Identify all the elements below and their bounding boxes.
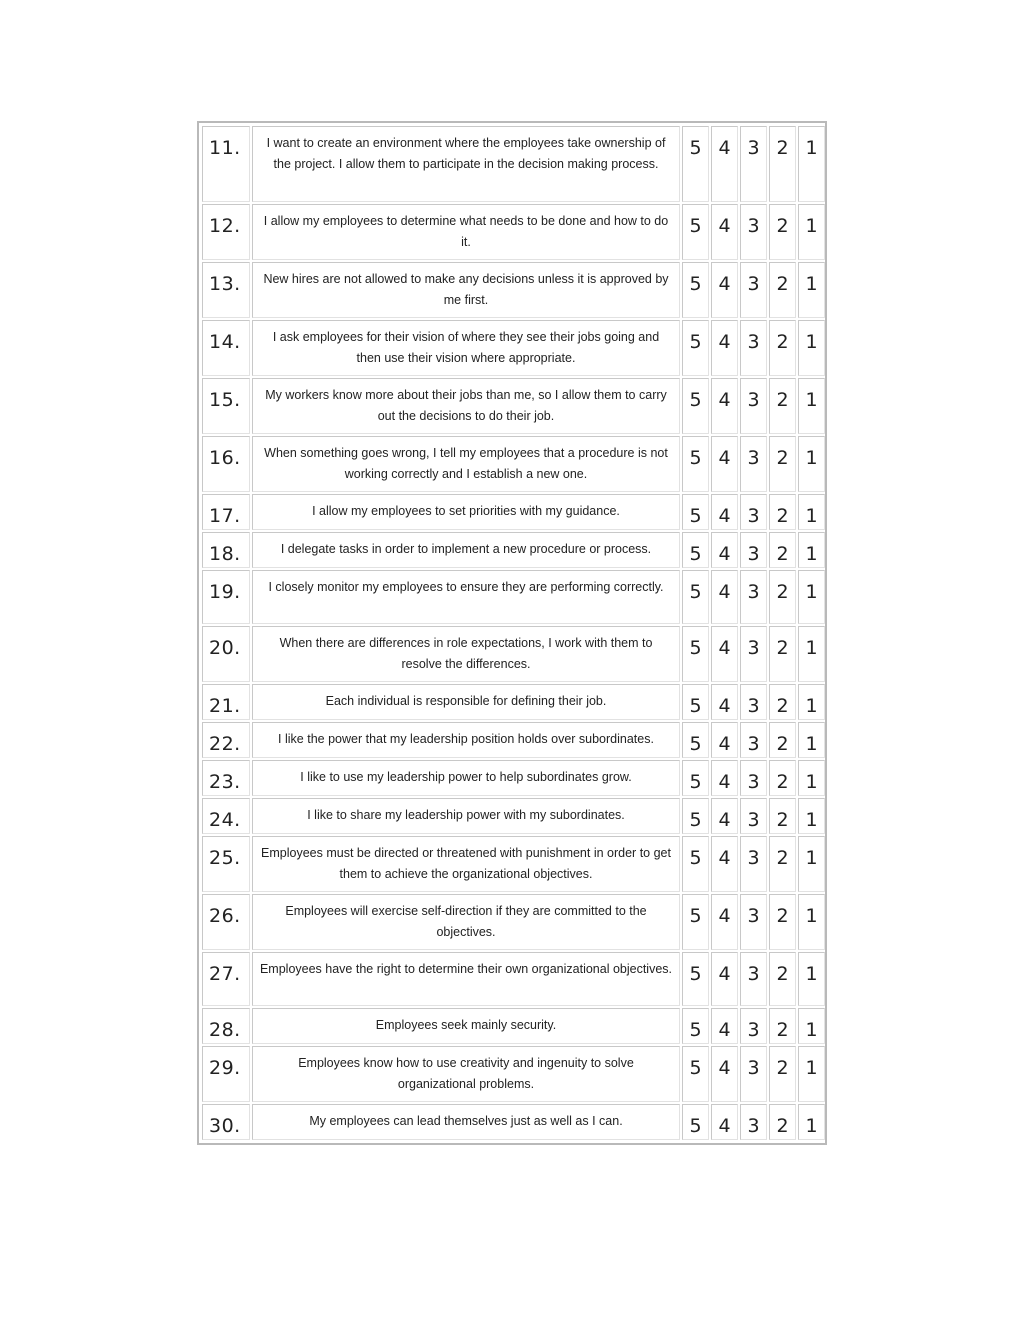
score-option-3[interactable]: 3 — [740, 570, 767, 624]
question-statement: I allow my employees to determine what needs to be done and how to do it. — [252, 204, 680, 260]
question-row — [202, 494, 825, 530]
question-number: 20. — [202, 626, 250, 682]
score-option-3[interactable]: 3 — [740, 320, 767, 376]
score-option-2[interactable]: 2 — [769, 684, 796, 720]
score-option-2[interactable]: 2 — [769, 570, 796, 624]
score-option-5[interactable]: 5 — [682, 1104, 709, 1140]
question-statement: When there are differences in role expectations, I work with them to resolve the differences. — [252, 626, 680, 682]
score-option-3[interactable]: 3 — [740, 1046, 767, 1102]
question-row — [202, 532, 825, 568]
question-statement: Each individual is responsible for defining their job. — [252, 684, 680, 720]
question-number: 17. — [202, 494, 250, 530]
score-option-1[interactable]: 1 — [798, 262, 825, 318]
question-number: 18. — [202, 532, 250, 568]
question-row — [202, 436, 825, 492]
score-option-2[interactable]: 2 — [769, 952, 796, 1006]
question-number: 30. — [202, 1104, 250, 1140]
question-row — [202, 722, 825, 758]
score-option-3[interactable]: 3 — [740, 1104, 767, 1140]
score-option-1[interactable]: 1 — [798, 204, 825, 260]
question-row — [202, 1008, 825, 1044]
question-row — [202, 952, 825, 1006]
score-option-3[interactable]: 3 — [740, 952, 767, 1006]
question-number: 16. — [202, 436, 250, 492]
score-option-4[interactable]: 4 — [711, 722, 738, 758]
score-option-4[interactable]: 4 — [711, 262, 738, 318]
score-option-1[interactable]: 1 — [798, 570, 825, 624]
score-option-4[interactable]: 4 — [711, 952, 738, 1006]
score-option-5[interactable]: 5 — [682, 798, 709, 834]
score-option-2[interactable]: 2 — [769, 378, 796, 434]
question-row — [202, 798, 825, 834]
question-row — [202, 378, 825, 434]
score-option-4[interactable]: 4 — [711, 1046, 738, 1102]
question-number: 25. — [202, 836, 250, 892]
score-option-5[interactable]: 5 — [682, 722, 709, 758]
score-option-4[interactable]: 4 — [711, 1104, 738, 1140]
question-row — [202, 684, 825, 720]
score-option-5[interactable]: 5 — [682, 684, 709, 720]
score-option-1[interactable]: 1 — [798, 1046, 825, 1102]
score-option-3[interactable]: 3 — [740, 684, 767, 720]
question-row — [202, 1104, 825, 1140]
score-option-5[interactable]: 5 — [682, 494, 709, 530]
score-option-4[interactable]: 4 — [711, 570, 738, 624]
score-option-2[interactable]: 2 — [769, 262, 796, 318]
score-option-1[interactable]: 1 — [798, 436, 825, 492]
question-number: 11. — [202, 126, 250, 202]
score-option-1[interactable]: 1 — [798, 894, 825, 950]
score-option-1[interactable]: 1 — [798, 836, 825, 892]
score-option-5[interactable]: 5 — [682, 952, 709, 1006]
question-statement: Employees must be directed or threatened with punishment in order to get them to achieve the organizational objectives. — [252, 836, 680, 892]
question-row — [202, 204, 825, 260]
question-statement: I closely monitor my employees to ensure they are performing correctly. — [252, 570, 680, 624]
score-option-1[interactable]: 1 — [798, 494, 825, 530]
question-number: 12. — [202, 204, 250, 260]
score-option-3[interactable]: 3 — [740, 126, 767, 202]
question-row — [202, 626, 825, 682]
score-option-5[interactable]: 5 — [682, 126, 709, 202]
score-option-4[interactable]: 4 — [711, 684, 738, 720]
question-statement: New hires are not allowed to make any decisions unless it is approved by me first. — [252, 262, 680, 318]
score-option-1[interactable]: 1 — [798, 722, 825, 758]
score-option-3[interactable]: 3 — [740, 836, 767, 892]
score-option-5[interactable]: 5 — [682, 760, 709, 796]
score-option-2[interactable]: 2 — [769, 626, 796, 682]
question-number: 28. — [202, 1008, 250, 1044]
question-number: 15. — [202, 378, 250, 434]
score-option-4[interactable]: 4 — [711, 126, 738, 202]
question-statement: I ask employees for their vision of where they see their jobs going and then use their vision where appropriate. — [252, 320, 680, 376]
score-option-1[interactable]: 1 — [798, 760, 825, 796]
question-statement: Employees know how to use creativity and ingenuity to solve organizational problems. — [252, 1046, 680, 1102]
score-option-2[interactable]: 2 — [769, 126, 796, 202]
score-option-1[interactable]: 1 — [798, 798, 825, 834]
score-option-4[interactable]: 4 — [711, 532, 738, 568]
score-option-3[interactable]: 3 — [740, 532, 767, 568]
question-statement: Employees will exercise self-direction if they are committed to the objectives. — [252, 894, 680, 950]
score-option-1[interactable]: 1 — [798, 532, 825, 568]
score-option-4[interactable]: 4 — [711, 836, 738, 892]
question-number: 24. — [202, 798, 250, 834]
question-statement: I want to create an environment where the employees take ownership of the project. I allow them to participate in the decision making process. — [252, 126, 680, 202]
question-number: 27. — [202, 952, 250, 1006]
question-statement: I like to use my leadership power to help subordinates grow. — [252, 760, 680, 796]
score-option-5[interactable]: 5 — [682, 204, 709, 260]
score-option-5[interactable]: 5 — [682, 532, 709, 568]
score-option-2[interactable]: 2 — [769, 836, 796, 892]
score-option-5[interactable]: 5 — [682, 1008, 709, 1044]
question-number: 21. — [202, 684, 250, 720]
score-option-3[interactable]: 3 — [740, 760, 767, 796]
score-option-3[interactable]: 3 — [740, 1008, 767, 1044]
question-statement: I like the power that my leadership position holds over subordinates. — [252, 722, 680, 758]
score-option-2[interactable]: 2 — [769, 204, 796, 260]
score-option-3[interactable]: 3 — [740, 436, 767, 492]
score-option-2[interactable]: 2 — [769, 1104, 796, 1140]
question-row — [202, 760, 825, 796]
score-option-4[interactable]: 4 — [711, 626, 738, 682]
score-option-4[interactable]: 4 — [711, 436, 738, 492]
score-option-1[interactable]: 1 — [798, 378, 825, 434]
score-option-2[interactable]: 2 — [769, 760, 796, 796]
question-number: 29. — [202, 1046, 250, 1102]
score-option-1[interactable]: 1 — [798, 952, 825, 1006]
score-option-5[interactable]: 5 — [682, 320, 709, 376]
score-option-1[interactable]: 1 — [798, 126, 825, 202]
score-option-4[interactable]: 4 — [711, 798, 738, 834]
score-option-2[interactable]: 2 — [769, 894, 796, 950]
score-option-2[interactable]: 2 — [769, 798, 796, 834]
question-row — [202, 126, 825, 202]
score-option-5[interactable]: 5 — [682, 570, 709, 624]
question-number: 26. — [202, 894, 250, 950]
score-option-3[interactable]: 3 — [740, 798, 767, 834]
score-option-5[interactable]: 5 — [682, 894, 709, 950]
score-option-5[interactable]: 5 — [682, 836, 709, 892]
score-option-2[interactable]: 2 — [769, 436, 796, 492]
score-option-3[interactable]: 3 — [740, 378, 767, 434]
question-row — [202, 1046, 825, 1102]
score-option-4[interactable]: 4 — [711, 760, 738, 796]
score-option-1[interactable]: 1 — [798, 1008, 825, 1044]
question-statement: My workers know more about their jobs than me, so I allow them to carry out the decisions to do their job. — [252, 378, 680, 434]
question-row — [202, 894, 825, 950]
question-statement: I like to share my leadership power with my subordinates. — [252, 798, 680, 834]
score-option-2[interactable]: 2 — [769, 532, 796, 568]
score-option-3[interactable]: 3 — [740, 722, 767, 758]
score-option-1[interactable]: 1 — [798, 1104, 825, 1140]
score-option-1[interactable]: 1 — [798, 320, 825, 376]
score-option-4[interactable]: 4 — [711, 494, 738, 530]
score-option-5[interactable]: 5 — [682, 436, 709, 492]
question-statement: Employees seek mainly security. — [252, 1008, 680, 1044]
question-statement: Employees have the right to determine their own organizational objectives. — [252, 952, 680, 1006]
question-number: 14. — [202, 320, 250, 376]
score-option-5[interactable]: 5 — [682, 378, 709, 434]
score-option-1[interactable]: 1 — [798, 684, 825, 720]
question-statement: I allow my employees to set priorities with my guidance. — [252, 494, 680, 530]
question-number: 23. — [202, 760, 250, 796]
question-statement: I delegate tasks in order to implement a new procedure or process. — [252, 532, 680, 568]
question-row — [202, 320, 825, 376]
score-option-5[interactable]: 5 — [682, 626, 709, 682]
questionnaire-table — [197, 121, 827, 1145]
question-number: 22. — [202, 722, 250, 758]
score-option-3[interactable]: 3 — [740, 626, 767, 682]
score-option-4[interactable]: 4 — [711, 204, 738, 260]
score-option-3[interactable]: 3 — [740, 204, 767, 260]
score-option-4[interactable]: 4 — [711, 320, 738, 376]
score-option-2[interactable]: 2 — [769, 320, 796, 376]
score-option-5[interactable]: 5 — [682, 262, 709, 318]
question-statement: My employees can lead themselves just as well as I can. — [252, 1104, 680, 1140]
score-option-2[interactable]: 2 — [769, 494, 796, 530]
question-row — [202, 262, 825, 318]
score-option-4[interactable]: 4 — [711, 894, 738, 950]
score-option-4[interactable]: 4 — [711, 378, 738, 434]
score-option-2[interactable]: 2 — [769, 1046, 796, 1102]
score-option-5[interactable]: 5 — [682, 1046, 709, 1102]
score-option-4[interactable]: 4 — [711, 1008, 738, 1044]
score-option-2[interactable]: 2 — [769, 1008, 796, 1044]
score-option-3[interactable]: 3 — [740, 494, 767, 530]
question-row — [202, 836, 825, 892]
score-option-1[interactable]: 1 — [798, 626, 825, 682]
question-row — [202, 570, 825, 624]
question-number: 13. — [202, 262, 250, 318]
question-statement: When something goes wrong, I tell my employees that a procedure is not working correctly and I establish a new one. — [252, 436, 680, 492]
score-option-3[interactable]: 3 — [740, 894, 767, 950]
question-number: 19. — [202, 570, 250, 624]
score-option-2[interactable]: 2 — [769, 722, 796, 758]
score-option-3[interactable]: 3 — [740, 262, 767, 318]
